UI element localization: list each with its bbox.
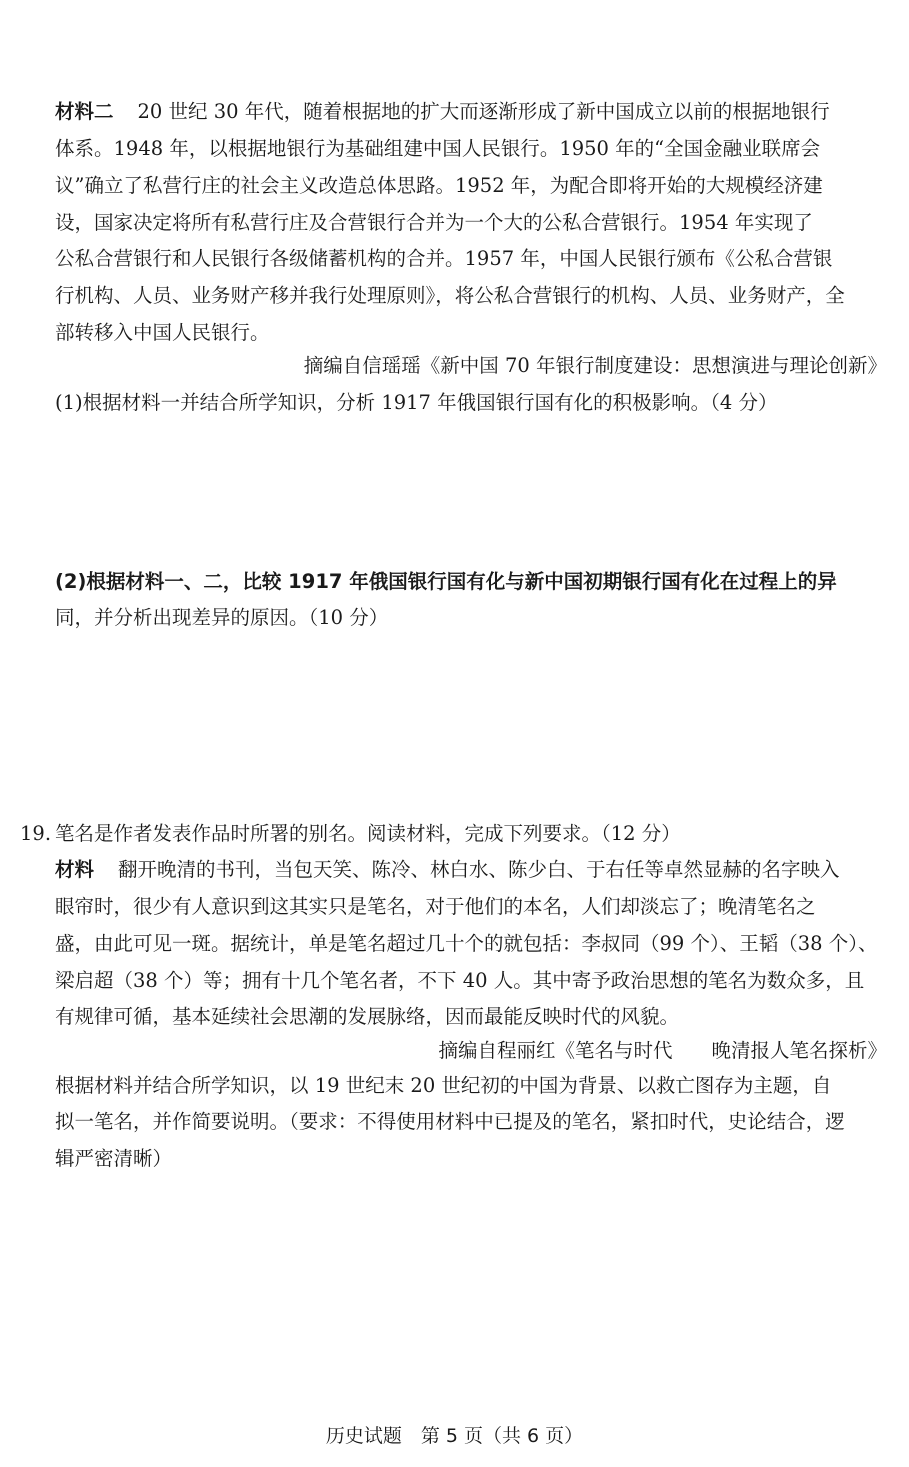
question-19-task-line-2: 拟一笔名，并作简要说明。（要求：不得使用材料中已提及的笔名，紧扣时代，史论结合，逻 [55, 1110, 845, 1133]
material2-line-3: 议”确立了私营行庄的社会主义改造总体思路。1952 年，为配合即将开始的大规模经济建 [55, 174, 823, 197]
question-19-task-line-1: 根据材料并结合所学知识，以 19 世纪末 20 世纪初的中国为背景、以救亡图存为主题，自 [55, 1074, 832, 1097]
material2-label: 材料二 [55, 100, 114, 123]
material2-line-5: 公私合营银行和人民银行各级储蓄机构的合并。1957 年，中国人民银行颁布《公私合营银 [55, 247, 833, 270]
question-19-material-text: 翻开晚清的书刊，当包天笑、陈冷、林白水、陈少白、于右任等卓然显赫的名字映入 [118, 858, 840, 881]
question-19-material-line-3: 盛，由此可见一斑。据统计，单是笔名超过几十个的就包括：李叔同（99 个）、王韬（38 个）、 [55, 932, 878, 955]
question-1: (1)根据材料一并结合所学知识，分析 1917 年俄国银行国有化的积极影响。（4 分） [55, 391, 778, 414]
question-2-line-1: (2)根据材料一、二，比较 1917 年俄国银行国有化与新中国初期银行国有化在过程上的异 [55, 570, 837, 593]
material2-line-1 [55, 99, 887, 125]
material2-line-2: 体系。1948 年，以根据地银行为基础组建中国人民银行。1950 年的“全国金融业联席会 [55, 137, 821, 160]
question-19-task-line-3: 辑严密清晰） [55, 1147, 173, 1170]
page-footer: 历史试题 第 5 页（共 6 页） [325, 1425, 584, 1447]
question-19-material-line-4: 梁启超（38 个）等；拥有十几个笔名者，不下 40 人。其中寄予政治思想的笔名为数众多，且 [55, 969, 865, 992]
question-19-material-line-2: 眼帘时，很少有人意识到这其实只是笔名，对于他们的本名，人们却淡忘了；晚清笔名之 [55, 895, 816, 918]
question-19-material-line-5: 有规律可循，基本延续社会思潮的发展脉络，因而最能反映时代的风貌。 [55, 1005, 680, 1028]
question-19-source: 摘编自程丽红《笔名与时代 晚清报人笔名探析》 [438, 1039, 887, 1062]
question-19-material-line-1 [55, 857, 887, 883]
question-2-line-2: 同，并分析出现差异的原因。（10 分） [55, 606, 389, 629]
material2-source: 摘编自信瑶瑶《新中国 70 年银行制度建设：思想演进与理论创新》 [303, 354, 887, 377]
material2-text: 20 世纪 30 年代，随着根据地的扩大而逐渐形成了新中国成立以前的根据地银行 [137, 100, 830, 123]
material2-line-7: 部转移入中国人民银行。 [55, 321, 270, 344]
question-19-number: 19. [20, 822, 52, 845]
question-19-stem: 笔名是作者发表作品时所署的别名。阅读材料，完成下列要求。（12 分） [55, 822, 681, 845]
material2-line-6: 行机构、人员、业务财产移并我行处理原则》，将公私合营银行的机构、人员、业务财产，全 [55, 284, 845, 307]
question-19-material-label: 材料 [55, 858, 95, 881]
material2-line-4: 设，国家决定将所有私营行庄及合营银行合并为一个大的公私合营银行。1954 年实现了 [55, 211, 813, 234]
